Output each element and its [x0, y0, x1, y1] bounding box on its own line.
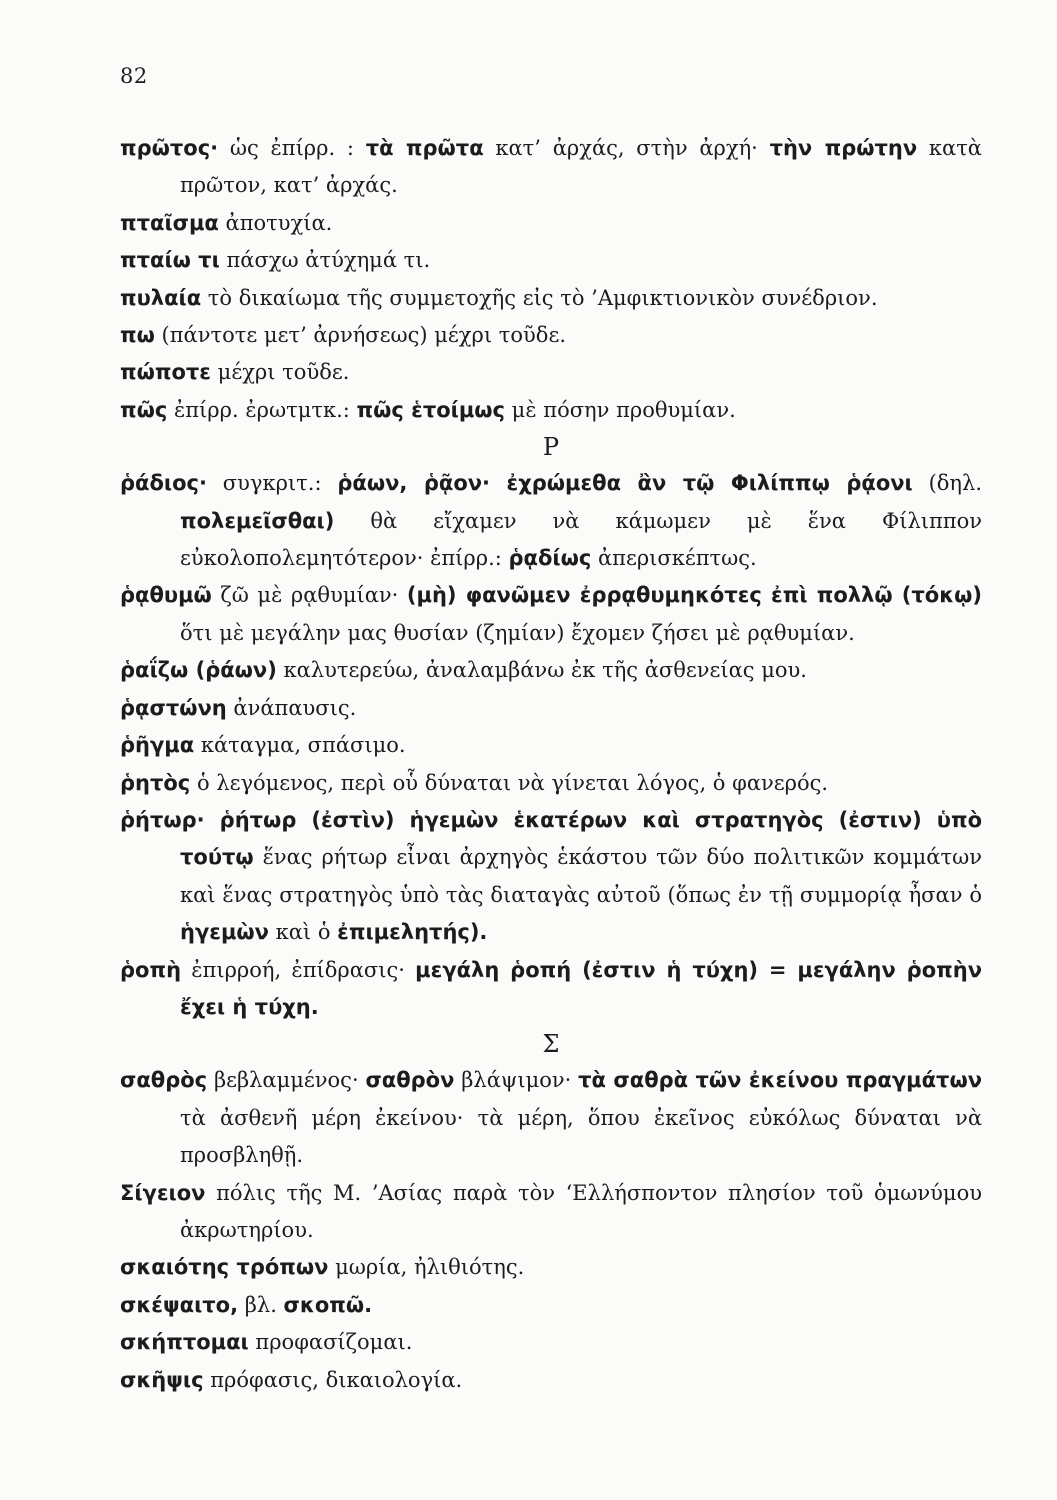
entry	[120, 130, 982, 205]
definition: τὰ ἀσθενῆ μέρη ἐκείνου· τὰ μέρη, ὅπου ἐκεῖνος εὐκόλως δύναται νὰ προσβληθῇ.	[180, 1105, 982, 1168]
entry	[120, 317, 982, 354]
definition: ἐπίρρ. ἐρωτμτκ.:	[167, 397, 357, 422]
phrase: ἡγεμὼν	[180, 920, 269, 945]
entry	[120, 765, 982, 802]
section-letter-rho: Ρ	[542, 433, 560, 462]
definition: ἕνας ρήτωρ εἶναι ἀρχηγὸς ἑκάστου τῶν δύο πολιτικῶν κομμάτων καὶ ἕνας στρατηγὸς ὑπὸ τὰς διαταγὰς αὐτοῦ (ὅπως ἐν τῇ συμμορίᾳ ἦσαν ὁ	[180, 845, 982, 907]
phrase: σκοπῶ.	[283, 1292, 373, 1317]
phrase: (μὴ) φανῶμεν ἐρρᾳθυμηκότες ἐπὶ πολλῷ (τόκῳ)	[406, 583, 982, 608]
headword: ῥᾳστώνη	[120, 695, 227, 720]
headword: σκήπτομαι	[120, 1330, 249, 1355]
definition: μέχρι τοῦδε.	[211, 360, 350, 385]
entry	[120, 465, 982, 577]
headword: ῥοπὴ	[120, 957, 182, 982]
headword: σκῆψις	[120, 1367, 204, 1392]
entry	[120, 392, 982, 429]
phrase: πῶς ἑτοίμως	[356, 397, 505, 422]
entry	[120, 577, 982, 652]
entry	[120, 205, 982, 242]
definition: ὡς ἐπίρρ. :	[218, 136, 366, 160]
entry	[120, 1249, 982, 1286]
entry	[120, 727, 982, 764]
entry	[120, 242, 982, 279]
definition: κάταγμα, σπάσιμο.	[194, 733, 406, 758]
definition: ὁ λεγόμενος, περὶ οὗ δύναται νὰ γίνεται λόγος, ὁ φανερός.	[190, 770, 829, 795]
page-number: 82	[120, 64, 148, 88]
phrase: ῥάων, ῥᾷον· ἐχρώμεθα ἂν τῷ Φιλίππῳ ῥᾴονι	[337, 471, 913, 496]
definition: πρόφασις, δικαιολογία.	[203, 1367, 463, 1392]
entry	[120, 652, 982, 689]
entry	[120, 354, 982, 391]
definition: πάσχω ἀτύχημά τι.	[219, 248, 431, 273]
definition: ζῶ μὲ ρᾳθυμίαν·	[211, 583, 407, 608]
section-letter-sigma: Σ	[542, 1030, 560, 1059]
headword: πταῖσμα	[120, 210, 219, 235]
headword: Σίγειον	[120, 1180, 206, 1205]
definition: (πάντοτε μετ’ ἀρνήσεως) μέχρι τοῦδε.	[154, 323, 566, 348]
entry	[120, 952, 982, 1027]
entry	[120, 802, 982, 952]
definition: προφασίζομαι.	[248, 1330, 413, 1355]
dictionary-entries	[120, 130, 982, 1399]
headword: πω	[120, 323, 155, 348]
headword: σκέψαιτο,	[120, 1292, 239, 1317]
entry	[120, 1287, 982, 1324]
definition: ἀπερισκέπτως.	[591, 546, 757, 571]
entry	[120, 1062, 982, 1174]
headword: ῥῆγμα	[120, 733, 195, 758]
entry	[120, 690, 982, 727]
definition: ἐπιρροή, ἐπίδρασις·	[181, 957, 416, 982]
headword: ῥᾳθυμῶ	[120, 583, 212, 608]
definition: μὲ πόσην προθυμίαν.	[505, 397, 736, 422]
phrase: τὴν πρώτην	[769, 136, 918, 160]
definition: πόλις τῆς Μ. ’Ασίας παρὰ τὸν ‘Ελλήσποντον πλησίον τοῦ ὁμωνύμου ἀκρωτηρίου.	[180, 1180, 982, 1242]
headword: σκαιότης τρόπων	[120, 1255, 329, 1280]
definition: κατὰ πρῶτον, κατ’ ἀρχάς.	[180, 136, 982, 198]
phrase: πολεμεῖσθαι)	[180, 508, 335, 533]
phrase: τὰ πρῶτα	[365, 136, 484, 160]
definition: τὸ δικαίωμα τῆς συμμετοχῆς εἰς τὸ ’Αμφικτιονικὸν συνέδριον.	[201, 285, 878, 310]
definition: καλυτερεύω, ἀναλαμβάνω ἐκ τῆς ἀσθενείας μου.	[276, 658, 807, 683]
definition: ὅτι μὲ μεγάλην μας θυσίαν (ζημίαν) ἔχομεν ζήσει μὲ ρᾳθυμίαν.	[180, 620, 855, 645]
headword: πῶς	[120, 397, 168, 422]
headword: ῥήτωρ· ῥήτωρ (ἐστὶν) ἡγεμὼν ἑκατέρων καὶ στρατηγὸς (ἐστιν) ὑπὸ τούτῳ	[120, 807, 982, 870]
headword: πρῶτος·	[120, 136, 219, 160]
definition: ἀνάπαυσις.	[226, 695, 357, 720]
definition: βλάψιμον·	[454, 1068, 579, 1093]
definition: (δηλ.	[912, 471, 982, 496]
phrase: μεγάλη ῥοπή (ἐστιν ἡ τύχη) = μεγάλην ῥοπὴν ἔχει ἡ τύχη.	[180, 957, 983, 1019]
headword: πυλαία	[120, 285, 202, 310]
definition: βεβλαμμένος·	[207, 1068, 366, 1093]
entry	[120, 1324, 982, 1361]
headword: πώποτε	[120, 360, 211, 385]
definition: θὰ εἴχαμεν νὰ κάμωμεν μὲ ἕνα Φίλιππον εὐκολοπολεμητότερον· ἐπίρρ.:	[180, 508, 982, 571]
entry	[120, 280, 982, 317]
entry	[120, 1175, 982, 1250]
phrase: τὰ σαθρὰ τῶν ἐκείνου πραγμάτων	[578, 1068, 982, 1093]
phrase: ἐπιμελητής).	[337, 920, 488, 945]
headword: ῥαΐζω (ῥάων)	[120, 658, 277, 683]
phrase: ῥᾳδίως	[508, 546, 592, 571]
headword: πταίω τι	[120, 248, 220, 273]
entry	[120, 1362, 982, 1399]
definition: ἀποτυχία.	[218, 210, 333, 235]
definition: μωρία, ἠλιθιότης.	[328, 1255, 525, 1280]
headword: ῥάδιος·	[120, 471, 207, 496]
phrase: σαθρὸν	[365, 1068, 455, 1093]
headword: σαθρὸς	[120, 1068, 208, 1093]
definition: βλ.	[238, 1292, 284, 1317]
definition: κατ’ ἀρχάς, στὴν ἀρχή·	[483, 136, 770, 160]
definition: καὶ ὁ	[268, 920, 338, 945]
definition: συγκριτ.:	[206, 471, 338, 496]
headword: ῥητὸς	[120, 770, 191, 795]
